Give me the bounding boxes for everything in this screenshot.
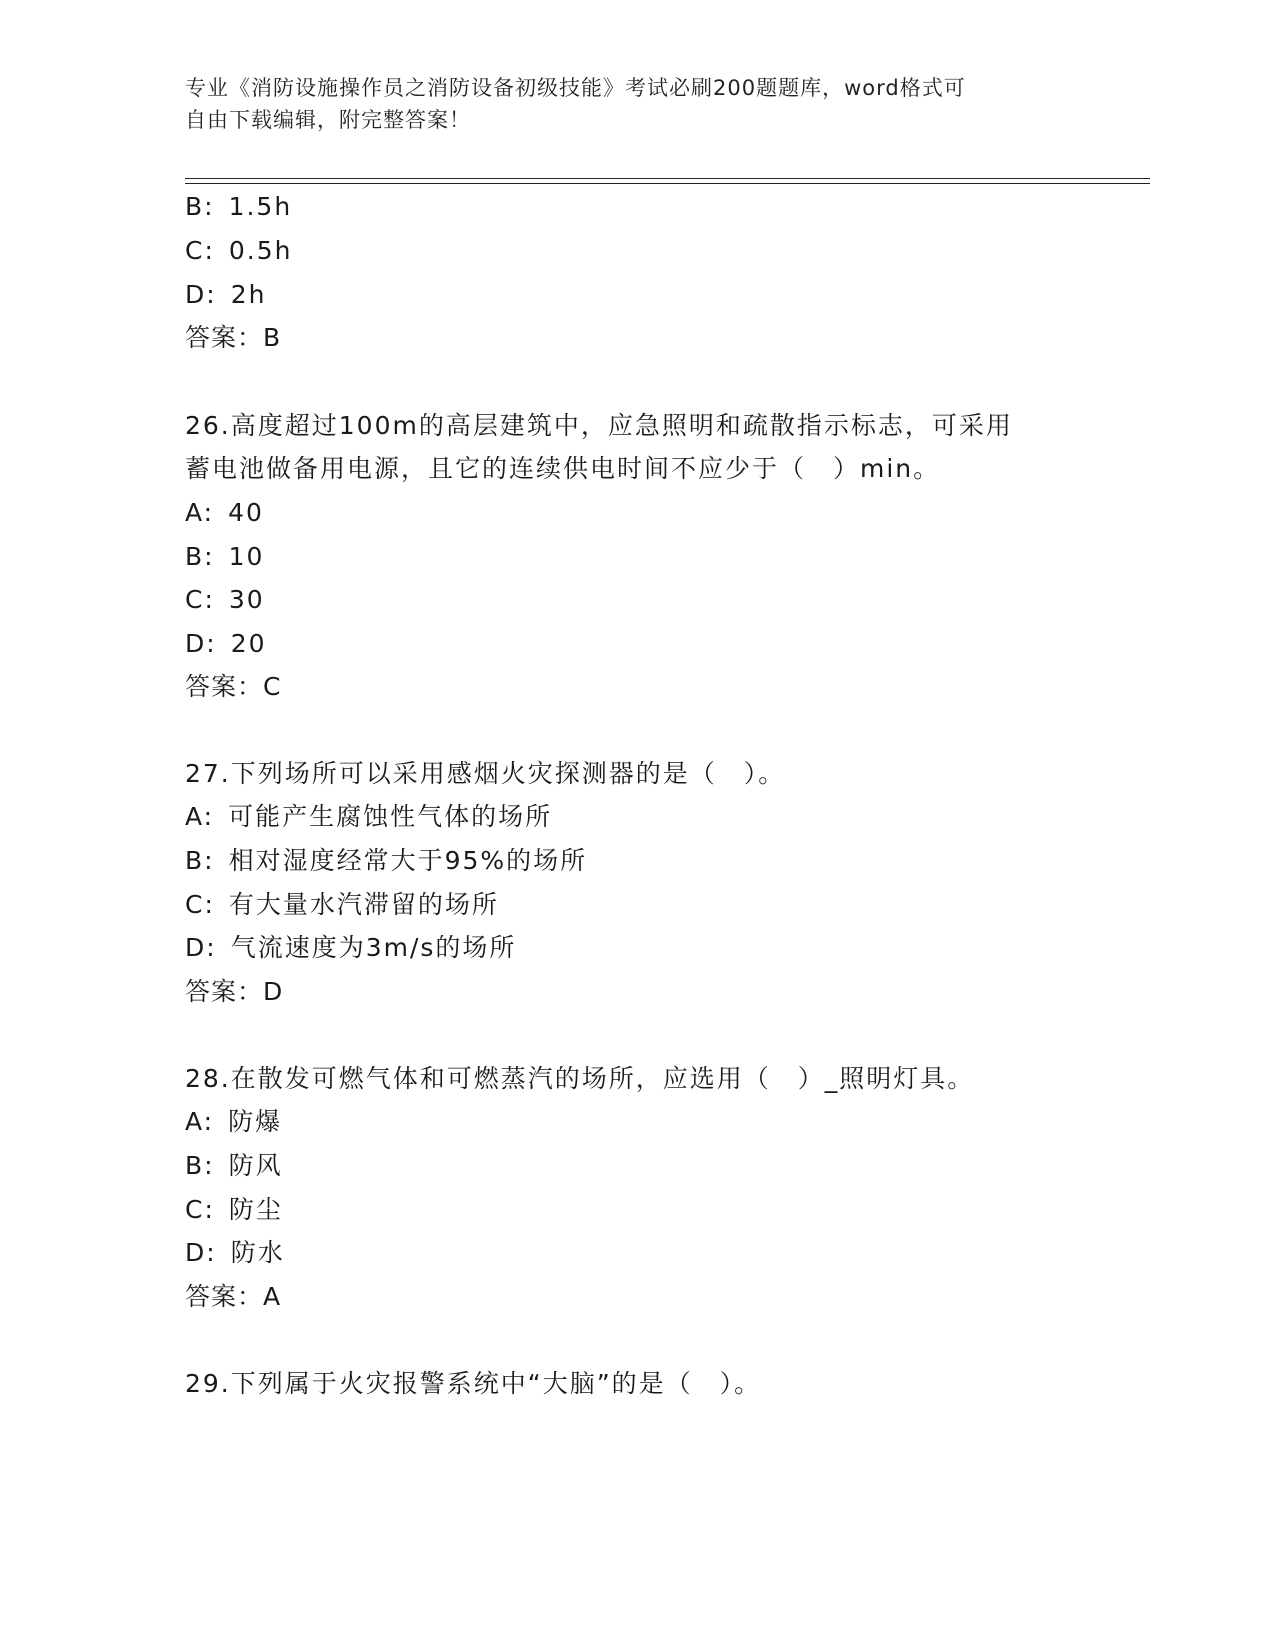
header-divider-bottom	[185, 183, 1150, 184]
q26-option-d: D: 20	[185, 629, 267, 658]
q27-option-d: D: 气流速度为3m/s的场所	[185, 933, 517, 962]
q28-option-a: A: 防爆	[185, 1107, 283, 1136]
q28-option-d: D: 防水	[185, 1238, 285, 1267]
q27-option-b: B: 相对湿度经常大于95%的场所	[185, 846, 588, 875]
q25-answer: 答案：B	[185, 323, 282, 352]
document-header	[185, 72, 1065, 136]
q27-option-a: A: 可能产生腐蚀性气体的场所	[185, 802, 553, 831]
q26-option-a: A: 40	[185, 498, 264, 527]
q29-stem-line-1: 29.下列属于火灾报警系统中“大脑”的是（ ）。	[185, 1369, 762, 1398]
q27-stem-line-1: 27.下列场所可以采用感烟火灾探测器的是（ ）。	[185, 759, 786, 788]
header-line-1: 专业《消防设施操作员之消防设备初级技能》考试必刷200题题库，word格式可	[185, 76, 966, 100]
q28-answer: 答案：A	[185, 1282, 282, 1311]
q25-option-c: C: 0.5h	[185, 236, 293, 265]
header-line-2: 自由下载编辑，附完整答案！	[185, 108, 471, 132]
header-divider-top	[185, 178, 1150, 179]
q27-option-c: C: 有大量水汽滞留的场所	[185, 890, 499, 919]
q26-option-c: C: 30	[185, 585, 265, 614]
q26-option-b: B: 10	[185, 542, 265, 571]
q27-answer: 答案：D	[185, 977, 284, 1006]
q28-option-b: B: 防风	[185, 1151, 283, 1180]
q25-option-d: D: 2h	[185, 280, 267, 309]
q28-stem-line-1: 28.在散发可燃气体和可燃蒸汽的场所，应选用（ ）_照明灯具。	[185, 1064, 975, 1093]
q26-stem-line-1: 26.高度超过100m的高层建筑中，应急照明和疏散指示标志，可采用	[185, 411, 1013, 440]
q25-option-b: B: 1.5h	[185, 192, 293, 221]
q28-option-c: C: 防尘	[185, 1195, 283, 1224]
q26-stem-line-2: 蓄电池做备用电源，且它的连续供电时间不应少于（ ）min。	[185, 454, 941, 483]
q26-answer: 答案：C	[185, 672, 282, 701]
